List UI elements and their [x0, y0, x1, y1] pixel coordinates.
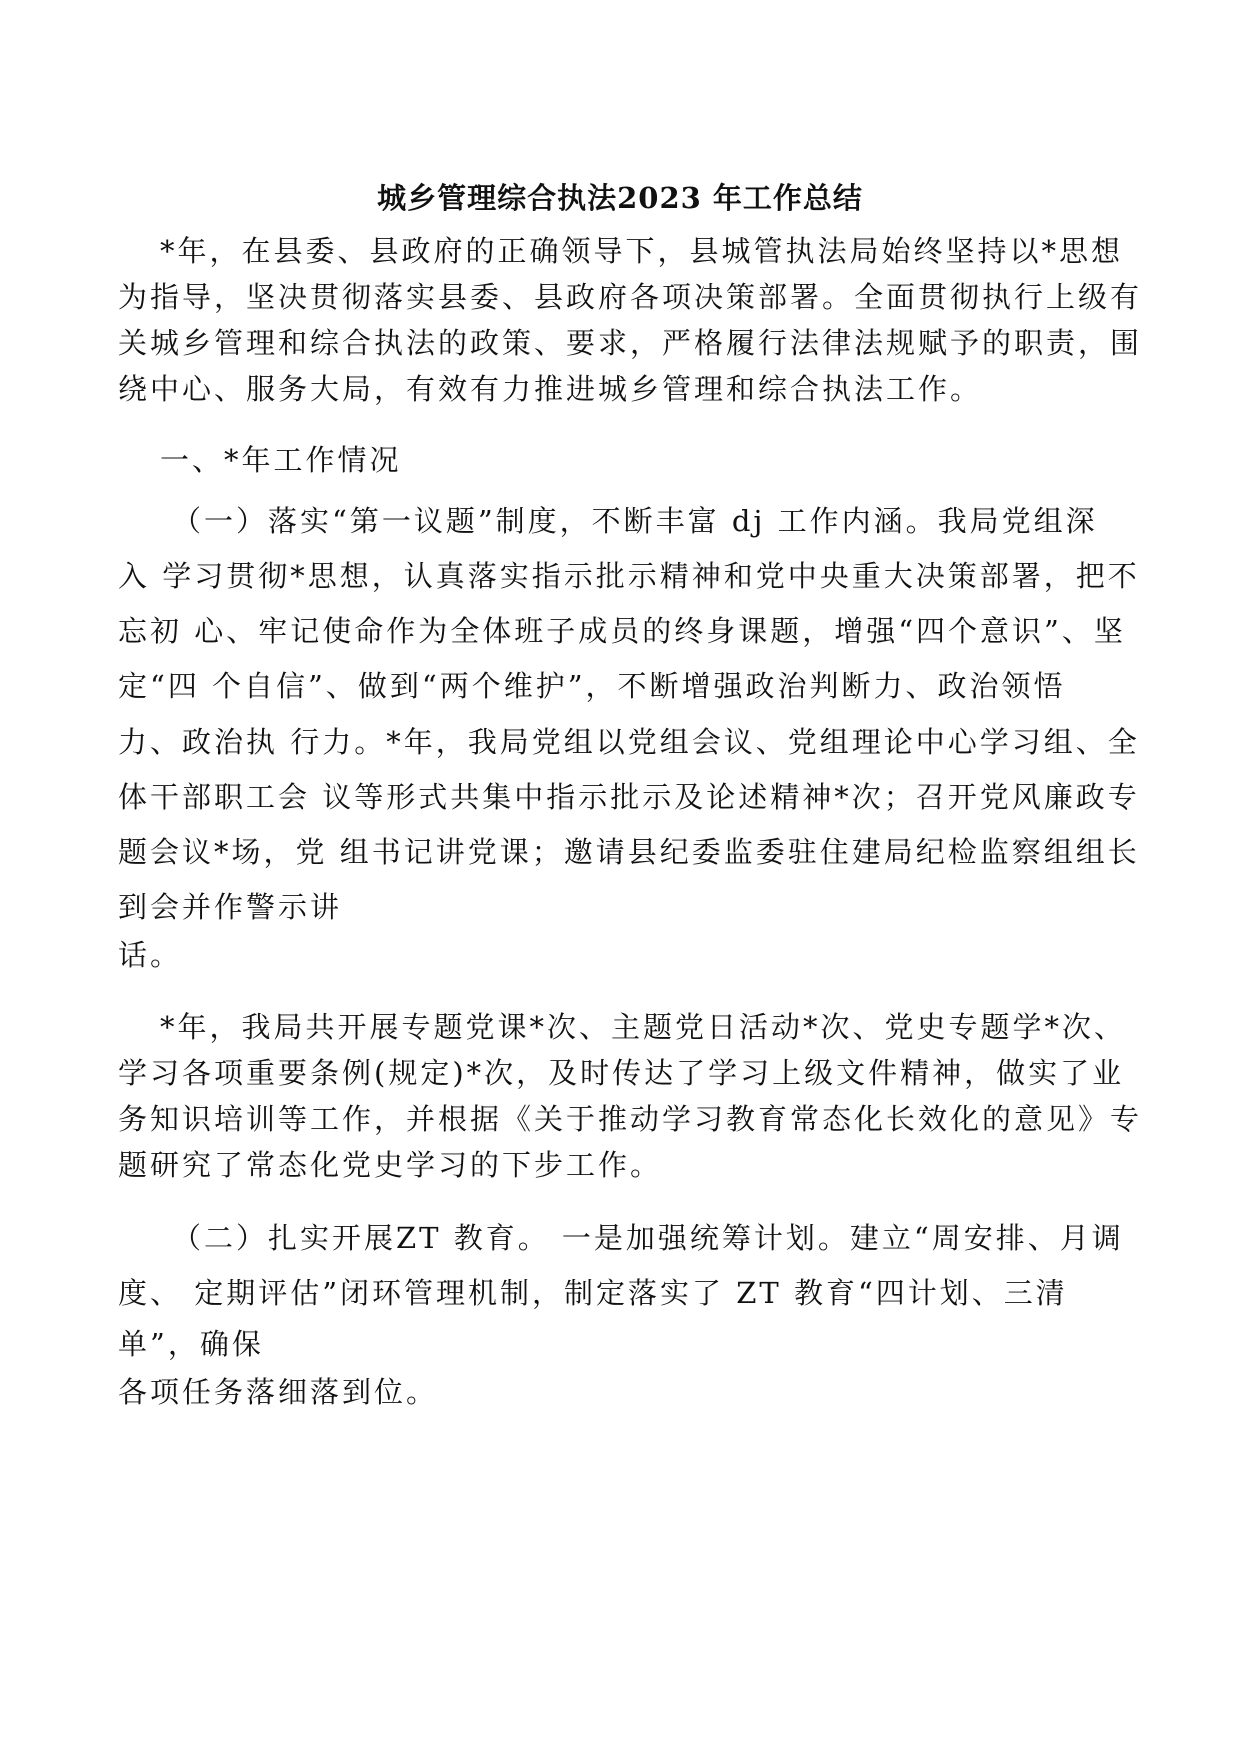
body-line: 度、 定期评估”闭环管理机制，制定落实了 ZT 教育“四计划、三清 — [118, 1276, 1068, 1310]
document-title: 城乡管理综合执法2023 年工作总结 — [377, 181, 863, 215]
body-line: 力、政治执 行力。*年，我局党组以党组会议、党组理论中心学习组、全 — [118, 725, 1140, 759]
body-line: 务知识培训等工作，并根据《关于推动学习教育常态化长效化的意见》专 — [118, 1102, 1143, 1136]
body-line: *年，在县委、县政府的正确领导下，县城管执法局始终坚持以*思想 — [160, 234, 1124, 268]
section-heading: 一、*年工作情况 — [160, 443, 402, 477]
body-line: *年，我局共开展专题党课*次、主题党日活动*次、党史专题学*次、 — [160, 1010, 1127, 1044]
body-line: 话。 — [118, 938, 183, 972]
body-line: 学习各项重要条例(规定)*次，及时传达了学习上级文件精神，做实了业 — [118, 1056, 1125, 1090]
body-line: 入 学习贯彻*思想，认真落实指示批示精神和党中央重大决策部署，把不 — [118, 559, 1140, 593]
body-line: 关城乡管理和综合执法的政策、要求，严格履行法律法规赋予的职责，围 — [118, 326, 1143, 360]
body-line: 各项任务落细落到位。 — [118, 1375, 439, 1409]
body-line: 题会议*场，党 组书记讲党课；邀请县纪委监委驻住建局纪检监察组组长 — [118, 835, 1140, 869]
body-line: （一）落实“第一议题”制度，不断丰富 dj 工作内涵。我局党组深 — [172, 504, 1098, 538]
body-line: （二）扎实开展ZT 教育。 一是加强统筹计划。建立“周安排、月调 — [172, 1221, 1124, 1255]
body-line: 绕中心、服务大局，有效有力推进城乡管理和综合执法工作。 — [118, 372, 983, 406]
body-line: 忘初 心、牢记使命作为全体班子成员的终身课题，增强“四个意识”、坚 — [118, 614, 1126, 648]
body-line: 题研究了常态化党史学习的下步工作。 — [118, 1148, 663, 1182]
body-line: 到会并作警示讲 — [118, 890, 343, 924]
body-line: 为指导，坚决贯彻落实县委、县政府各项决策部署。全面贯彻执行上级有 — [118, 280, 1143, 314]
body-line: 单”，确保 — [118, 1327, 264, 1361]
body-line: 定“四 个自信”、做到“两个维护”，不断增强政治判断力、政治领悟 — [118, 669, 1066, 703]
body-line: 体干部职工会 议等形式共集中指示批示及论述精神*次；召开党风廉政专 — [118, 780, 1140, 814]
